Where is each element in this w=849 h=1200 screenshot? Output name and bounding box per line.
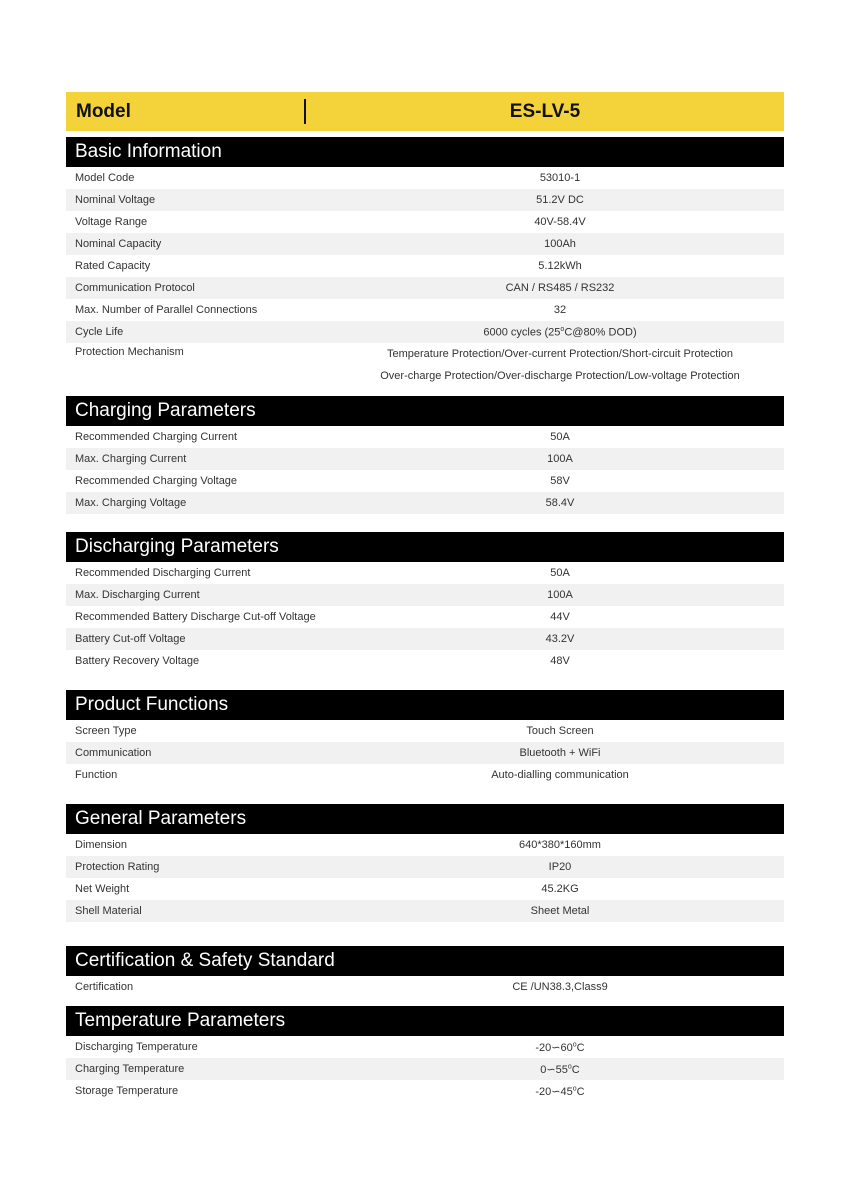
spec-value: Touch Screen [526,725,594,737]
spec-row [66,189,784,211]
spec-row [66,277,784,299]
spec-label: Nominal Capacity [75,238,162,250]
spec-label: Recommended Charging Current [75,431,238,443]
spec-value: 32 [553,304,567,316]
spec-label: Screen Type [75,725,137,737]
section-product-functions: Product Functions [66,690,784,720]
spec-label: Protection Mechanism [75,346,184,358]
spec-value: 50A [550,431,570,443]
spec-label: Max. Discharging Current [75,589,200,601]
spec-value: 48V [550,655,570,667]
spec-row [66,167,784,189]
spec-label: Battery Cut-off Voltage [75,633,186,645]
spec-value: 0∽55$^o$C [540,1062,580,1076]
section-general-parameters: General Parameters [66,804,784,834]
spec-row [66,470,784,492]
spec-row [66,1080,784,1102]
spec-row [66,628,784,650]
section-basic-information: Basic Information [66,137,784,167]
spec-label: Shell Material [75,905,142,917]
section-charging-parameters: Charging Parameters [66,396,784,426]
spec-value: 100Ah [544,238,576,250]
spec-row [66,606,784,628]
spec-value: 640*380*160mm [519,839,601,851]
spec-value: 6000 cycles (25$^o$C@80% DOD) [483,325,637,339]
spec-label: Communication Protocol [75,282,195,294]
spec-row [66,900,784,922]
spec-value: IP20 [548,861,572,873]
spec-label: Dimension [75,839,127,851]
spec-label: Communication [75,747,152,759]
spec-row [66,584,784,606]
spec-value: Temperature Protection/Over-current Protection/Short-circuit Protection Over-charge Protection/Over-discharge Protection/Low-voltage Protection [380,348,740,382]
spec-value: 5.12kWh [538,260,582,272]
spec-value: 44V [550,611,570,623]
spec-label: Storage Temperature [75,1085,179,1097]
spec-sheet [66,92,784,1102]
section-temperature-parameters: Temperature Parameters [66,1006,784,1036]
spec-row [66,650,784,672]
spec-row [66,720,784,742]
spec-row [66,343,784,387]
spec-value: 45.2KG [541,883,579,895]
spec-row [66,1058,784,1080]
section-certification: Certification & Safety Standard [66,946,784,976]
model-header [66,92,784,131]
spec-value: CE /UN38.3,Class9 [512,981,608,993]
spec-value: 100A [547,589,573,601]
spec-row [66,878,784,900]
spec-row [66,299,784,321]
section-discharging-parameters: Discharging Parameters [66,532,784,562]
spec-value: 58.4V [545,497,575,509]
spec-row [66,834,784,856]
spec-label: Charging Temperature [75,1063,185,1075]
spec-label: Rated Capacity [75,260,151,272]
spec-row [66,448,784,470]
spec-value: Auto-dialling communication [491,769,629,781]
spec-row [66,1036,784,1058]
spec-value: 51.2V DC [536,194,584,206]
spec-row [66,321,784,343]
spec-row [66,976,784,998]
spec-row [66,255,784,277]
spec-label: Certification [75,981,134,993]
spec-row [66,856,784,878]
spec-row [66,426,784,448]
spec-label: Max. Charging Voltage [75,497,187,509]
spec-label: Protection Rating [75,861,160,873]
spec-value: 40V-58.4V [534,216,586,228]
spec-value: 50A [550,567,570,579]
spec-label: Recommended Battery Discharge Cut-off Voltage [75,611,316,623]
spec-value: -20∽60$^o$C [535,1040,585,1054]
spec-value: -20∽45$^o$C [535,1084,585,1098]
spec-label: Model Code [75,172,135,184]
spec-label: Discharging Temperature [75,1041,198,1053]
spec-label: Recommended Charging Voltage [75,475,238,487]
spec-label: Recommended Discharging Current [75,567,251,579]
spec-value: CAN / RS485 / RS232 [505,282,615,294]
spec-row [66,211,784,233]
model-label: Model [76,100,131,122]
spec-row [66,233,784,255]
spec-value: 43.2V [545,633,575,645]
spec-label: Cycle Life [75,326,124,338]
spec-value: 100A [547,453,573,465]
spec-value: 58V [550,475,570,487]
spec-row [66,492,784,514]
spec-label: Function [75,769,118,781]
spec-label: Net Weight [75,883,130,895]
spec-row [66,764,784,786]
spec-value: 53010-1 [539,172,581,184]
spec-label: Voltage Range [75,216,148,228]
spec-label: Max. Number of Parallel Connections [75,304,258,316]
spec-label: Nominal Voltage [75,194,156,206]
model-value: ES-LV-5 [509,100,581,122]
spec-row [66,562,784,584]
spec-row [66,742,784,764]
spec-label: Max. Charging Current [75,453,187,465]
spec-value: Sheet Metal [530,905,590,917]
spec-value: Bluetooth + WiFi [519,747,601,759]
spec-label: Battery Recovery Voltage [75,655,200,667]
